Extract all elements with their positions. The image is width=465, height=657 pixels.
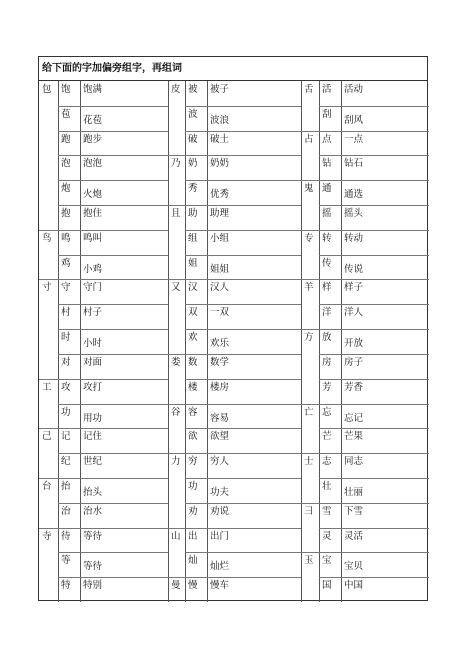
row-divider	[39, 478, 168, 479]
row-divider	[185, 329, 301, 330]
character-cell: 房	[322, 356, 332, 368]
word-cell: 数学	[210, 356, 230, 368]
character-cell: 鸣	[61, 232, 71, 244]
character-cell: 纪	[61, 456, 71, 468]
word-cell: 等待	[83, 561, 103, 573]
word-cell: 抱住	[83, 208, 103, 220]
character-cell: 忘	[322, 406, 332, 418]
row-divider	[58, 503, 168, 504]
character-cell: 苞	[61, 108, 71, 120]
word-cell: 火炮	[83, 189, 103, 201]
word-cell: 小鸡	[83, 263, 103, 275]
character-cell: 功	[188, 480, 198, 492]
radical-cell: 鬼	[304, 183, 314, 195]
word-cell: 等待	[83, 530, 103, 542]
radical-cell: 鸟	[42, 232, 52, 244]
character-cell: 活	[322, 84, 332, 95]
column-divider	[207, 81, 208, 602]
word-cell: 跑步	[83, 133, 103, 145]
character-cell: 等	[61, 555, 71, 567]
word-cell: 欲望	[210, 431, 230, 443]
character-cell: 抬	[61, 480, 71, 492]
character-cell: 点	[322, 133, 332, 145]
word-cell: 一点	[344, 133, 364, 145]
row-divider	[319, 304, 429, 305]
character-cell: 破	[188, 133, 198, 145]
character-cell: 通	[322, 183, 332, 195]
row-divider	[301, 552, 429, 553]
row-divider	[168, 577, 301, 578]
character-cell: 传	[322, 257, 332, 269]
word-cell: 姐姐	[210, 263, 230, 275]
word-cell: 穷人	[210, 456, 230, 468]
row-divider	[58, 131, 168, 132]
character-cell: 国	[322, 580, 332, 592]
row-divider	[168, 279, 301, 280]
word-cell: 记住	[83, 431, 103, 443]
radical-cell: 乃	[171, 158, 181, 170]
column-divider	[168, 81, 169, 602]
row-divider	[185, 131, 301, 132]
row-divider	[301, 453, 429, 454]
radical-cell: 工	[42, 381, 52, 393]
word-cell: 用功	[83, 412, 103, 424]
character-cell: 芳	[322, 381, 332, 393]
word-cell: 村子	[83, 307, 103, 319]
word-cell: 小组	[210, 232, 230, 244]
row-divider	[185, 428, 301, 429]
row-divider	[301, 503, 429, 504]
word-cell: 洋人	[344, 307, 364, 319]
character-cell: 欲	[188, 431, 198, 443]
row-divider	[319, 478, 429, 479]
row-divider	[58, 205, 168, 206]
column-divider	[341, 81, 342, 602]
radical-cell: 己	[42, 431, 52, 443]
column-divider	[80, 81, 81, 602]
character-cell: 数	[188, 356, 198, 368]
character-cell: 姐	[188, 257, 198, 269]
row-divider	[168, 205, 301, 206]
character-cell: 炮	[61, 183, 71, 195]
word-cell: 灵活	[344, 530, 364, 542]
row-divider	[39, 379, 168, 380]
word-cell: 活动	[344, 84, 364, 95]
word-cell: 出门	[210, 530, 230, 542]
row-divider	[168, 404, 301, 405]
word-cell: 被子	[210, 84, 230, 95]
radical-cell: 士	[304, 456, 314, 468]
row-divider	[58, 552, 168, 553]
character-cell: 饱	[61, 84, 71, 95]
row-divider	[39, 428, 168, 429]
row-divider	[39, 528, 168, 529]
row-divider	[319, 428, 429, 429]
character-cell: 洋	[322, 307, 332, 319]
radical-cell: 台	[42, 480, 52, 492]
word-cell: 容易	[210, 412, 230, 424]
character-cell: 壮	[322, 480, 332, 492]
row-divider	[168, 453, 301, 454]
word-cell: 奶奶	[210, 158, 230, 170]
row-divider	[301, 329, 429, 330]
character-cell: 样	[322, 282, 332, 294]
word-cell: 忘记	[344, 412, 364, 424]
character-cell: 灿	[188, 555, 198, 567]
word-cell: 治水	[83, 505, 103, 517]
row-divider	[319, 106, 429, 107]
row-divider	[185, 503, 301, 504]
row-divider	[185, 230, 301, 231]
radical-cell: 亡	[304, 406, 314, 418]
word-cell: 同志	[344, 456, 364, 468]
character-cell: 奶	[188, 158, 198, 170]
radical-cell: 谷	[171, 406, 181, 418]
character-cell: 组	[188, 232, 198, 244]
character-cell: 功	[61, 406, 71, 418]
row-divider	[319, 577, 429, 578]
row-divider	[58, 577, 168, 578]
row-divider	[58, 304, 168, 305]
word-cell: 芳香	[344, 381, 364, 393]
radical-cell: 玉	[304, 555, 314, 567]
column-divider	[58, 81, 59, 602]
row-divider	[168, 354, 301, 355]
word-cell: 鸣叫	[83, 232, 103, 244]
row-divider	[185, 379, 301, 380]
word-cell: 对面	[83, 356, 103, 368]
word-cell: 破土	[210, 133, 230, 145]
character-cell: 放	[322, 332, 332, 344]
character-cell: 抱	[61, 208, 71, 220]
worksheet	[38, 56, 428, 601]
word-cell: 花苞	[83, 114, 103, 126]
column-divider	[301, 81, 302, 602]
row-divider	[319, 205, 429, 206]
word-cell: 开放	[344, 338, 364, 350]
row-divider	[319, 155, 429, 156]
character-cell: 穷	[188, 456, 198, 468]
character-cell: 跑	[61, 133, 71, 145]
word-cell: 通选	[344, 189, 364, 201]
row-divider	[58, 180, 168, 181]
character-cell: 泡	[61, 158, 71, 170]
row-divider	[301, 279, 429, 280]
word-cell: 转动	[344, 232, 364, 244]
character-cell: 刮	[322, 108, 332, 120]
character-cell: 钻	[322, 158, 332, 170]
character-cell: 鸡	[61, 257, 71, 269]
word-cell: 传说	[344, 263, 364, 275]
character-cell: 容	[188, 406, 198, 418]
character-cell: 出	[188, 530, 198, 542]
column-divider	[185, 81, 186, 602]
character-cell: 待	[61, 530, 71, 542]
radical-cell: 彐	[304, 505, 314, 517]
word-cell: 房子	[344, 356, 364, 368]
word-cell: 一双	[210, 307, 230, 319]
radical-cell: 山	[171, 530, 181, 542]
radical-cell: 包	[42, 84, 52, 95]
character-cell: 双	[188, 307, 198, 319]
row-divider	[319, 528, 429, 529]
word-cell: 攻打	[83, 381, 103, 393]
row-divider	[301, 131, 429, 132]
row-divider	[301, 180, 429, 181]
row-divider	[58, 329, 168, 330]
character-cell: 楼	[188, 381, 198, 393]
word-cell: 欢乐	[210, 338, 230, 350]
radical-cell: 专	[304, 232, 314, 244]
character-cell: 助	[188, 208, 198, 220]
radical-cell: 皮	[171, 84, 181, 95]
word-cell: 波浪	[210, 114, 230, 126]
word-cell: 样子	[344, 282, 364, 294]
word-cell: 中国	[344, 580, 364, 592]
row-divider	[185, 180, 301, 181]
word-cell: 灿烂	[210, 561, 230, 573]
character-cell: 时	[61, 332, 71, 344]
row-divider	[168, 528, 301, 529]
character-cell: 欢	[188, 332, 198, 344]
row-divider	[58, 453, 168, 454]
character-cell: 汉	[188, 282, 198, 294]
word-cell: 守门	[83, 282, 103, 294]
row-divider	[319, 379, 429, 380]
character-cell: 秀	[188, 183, 198, 195]
radical-cell: 舌	[304, 84, 314, 95]
radical-cell: 力	[171, 456, 181, 468]
character-cell: 志	[322, 456, 332, 468]
word-cell: 优秀	[210, 189, 230, 201]
radical-cell: 娄	[171, 356, 181, 368]
radical-cell: 方	[304, 332, 314, 344]
radical-cell: 曼	[171, 580, 181, 592]
character-cell: 芒	[322, 431, 332, 443]
character-cell: 雪	[322, 505, 332, 517]
row-divider	[185, 255, 301, 256]
word-cell: 特别	[83, 580, 103, 592]
worksheet-title: 给下面的字加偏旁组字，再组词	[39, 57, 427, 81]
radical-cell: 又	[171, 282, 181, 294]
character-cell: 被	[188, 84, 198, 95]
row-divider	[39, 279, 168, 280]
word-cell: 抬头	[83, 486, 103, 498]
character-cell: 对	[61, 356, 71, 368]
word-cell: 楼房	[210, 381, 230, 393]
word-cell: 慢车	[210, 580, 230, 592]
word-cell: 功夫	[210, 486, 230, 498]
character-cell: 村	[61, 307, 71, 319]
row-divider	[319, 255, 429, 256]
column-divider	[319, 81, 320, 602]
character-cell: 灵	[322, 530, 332, 542]
word-cell: 泡泡	[83, 158, 103, 170]
character-cell: 记	[61, 431, 71, 443]
word-cell: 刮风	[344, 114, 364, 126]
radical-cell: 羊	[304, 282, 314, 294]
radical-cell: 寺	[42, 530, 52, 542]
word-cell: 小时	[83, 338, 103, 350]
row-divider	[58, 404, 168, 405]
word-cell: 宝贝	[344, 561, 364, 573]
exercise-table	[39, 81, 427, 602]
row-divider	[185, 106, 301, 107]
word-cell: 壮丽	[344, 486, 364, 498]
row-divider	[168, 155, 301, 156]
word-cell: 钻石	[344, 158, 364, 170]
row-divider	[185, 552, 301, 553]
row-divider	[185, 304, 301, 305]
character-cell: 治	[61, 505, 71, 517]
word-cell: 劝说	[210, 505, 230, 517]
character-cell: 慢	[188, 580, 198, 592]
character-cell: 特	[61, 580, 71, 592]
character-cell: 劝	[188, 505, 198, 517]
word-cell: 摇头	[344, 208, 364, 220]
word-cell: 助理	[210, 208, 230, 220]
row-divider	[58, 354, 168, 355]
word-cell: 下雪	[344, 505, 364, 517]
radical-cell: 寸	[42, 282, 52, 294]
row-divider	[58, 106, 168, 107]
character-cell: 宝	[322, 555, 332, 567]
row-divider	[58, 255, 168, 256]
word-cell: 芒果	[344, 431, 364, 443]
radical-cell: 且	[171, 208, 181, 220]
character-cell: 摇	[322, 208, 332, 220]
row-divider	[319, 354, 429, 355]
character-cell: 转	[322, 232, 332, 244]
character-cell: 攻	[61, 381, 71, 393]
word-cell: 饱满	[83, 84, 103, 95]
character-cell: 波	[188, 108, 198, 120]
row-divider	[301, 230, 429, 231]
radical-cell: 占	[304, 133, 314, 145]
row-divider	[58, 155, 168, 156]
word-cell: 世纪	[83, 456, 103, 468]
row-divider	[185, 478, 301, 479]
row-divider	[301, 404, 429, 405]
row-divider	[39, 230, 168, 231]
character-cell: 守	[61, 282, 71, 294]
word-cell: 汉人	[210, 282, 230, 294]
